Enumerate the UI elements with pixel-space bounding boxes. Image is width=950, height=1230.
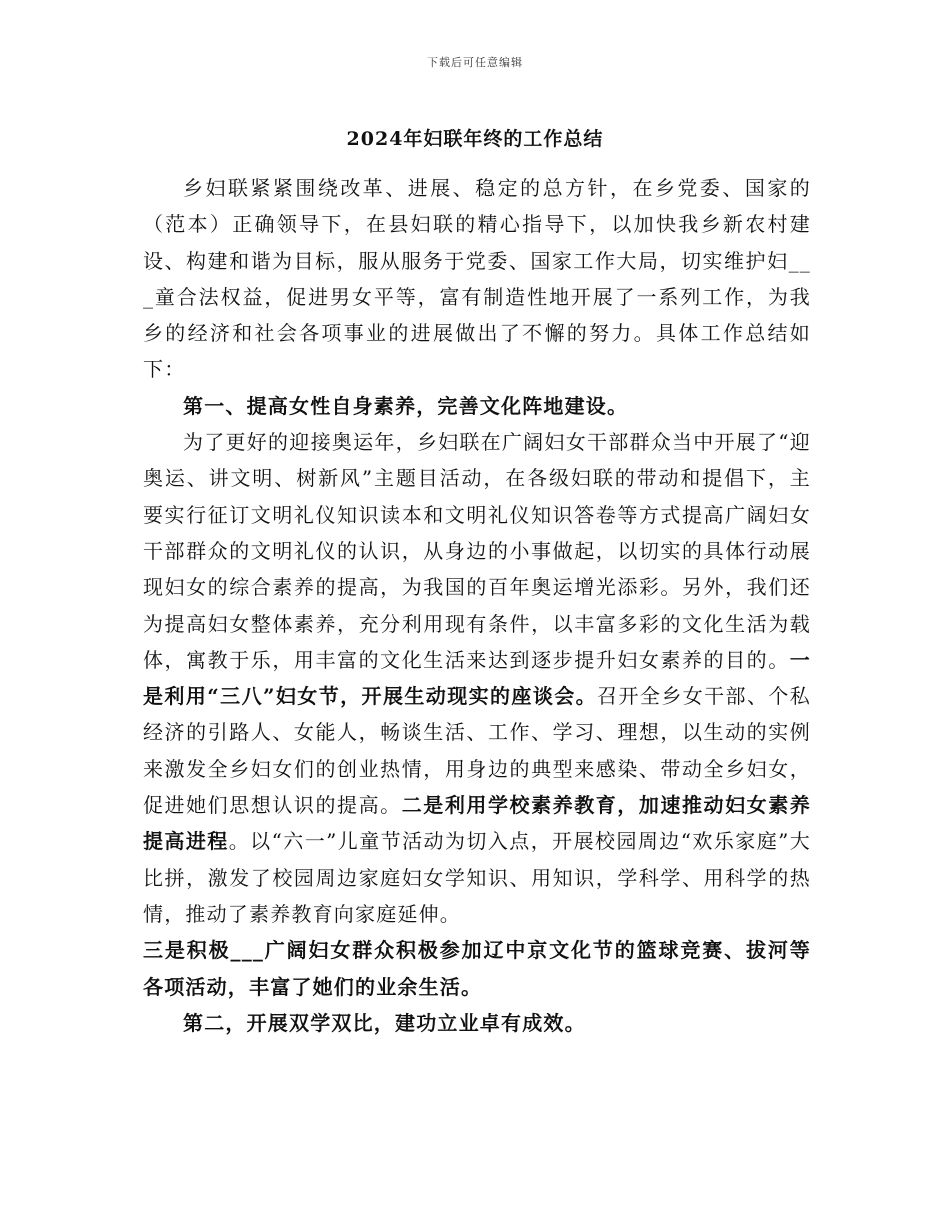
document-title: 2024年妇联年终的工作总结 xyxy=(346,128,604,150)
section-1-text-part-3: 。以“六一”儿童节活动为切入点，开展校园周边“欢乐家庭”大比拼，激发了校园周边家庭妇女学知识、用知识，学科学、用科学的热情，推动了素养教育向家庭延伸。 xyxy=(143,829,811,926)
section-1-point-1: 一是利用“三八”妇女节，开展生动现实的座谈会。 xyxy=(143,647,811,709)
section-1-text-part-2: 召开全乡女干部、个私经济的引路人、女能人，畅谈生活、工作、学习、理想，以生动的实例来激发全乡妇女们的创业热情，用身边的典型来感染、带动全乡妇女，促进她们思想认识的提高。 xyxy=(143,684,811,818)
section-1-paragraph xyxy=(143,424,811,932)
document-body xyxy=(143,170,811,1041)
section-1-text-part-1: 为了更好的迎接奥运年，乡妇联在广阔妇女干部群众当中开展了“迎奥运、讲文明、树新风”主题目活动，在各级妇联的带动和提倡下，主要实行征订文明礼仪知识读本和文明礼仪知识答卷等方式提高广阔妇女干部群众的文明礼仪的认识，从身边的小事做起，以切实的具体行动展现妇女的综合素养的提高，为我国的百年奥运增光添彩。另外，我们还为提高妇女整体素养，充分利用现有条件，以丰富多彩的文化生活为载体，寓教于乐，用丰富的文化生活来达到逐步提升妇女素养的目的。 xyxy=(143,430,811,672)
intro-paragraph: 乡妇联紧紧围绕改革、进展、稳定的总方针，在乡党委、国家的（范本）正确领导下，在县妇联的精心指导下，以加快我乡新农村建设、构建和谐为目标，服从服务于党委、国家工作大局，切实维护妇___童合法权益，促进男女平等，富有制造性地开展了一系列工作，为我乡的经济和社会各项事业的进展做出了不懈的努力。具体工作总结如下： xyxy=(143,176,811,382)
section-1-heading: 第一、提高女性自身素养，完善文化阵地建设。 xyxy=(183,393,629,418)
section-1-point-3: 三是积极___广阔妇女群众积极参加辽中京文化节的篮球竞赛、拔河等各项活动，丰富了她们的业余生活。 xyxy=(143,938,811,999)
page-header-note: 下载后可任意编辑 xyxy=(427,56,523,69)
section-2-heading: 第二，开展双学双比，建功立业卓有成效。 xyxy=(183,1010,586,1035)
section-1-point-2: 二是利用学校素养教育，加速推动妇女素养提高进程 xyxy=(143,793,811,854)
